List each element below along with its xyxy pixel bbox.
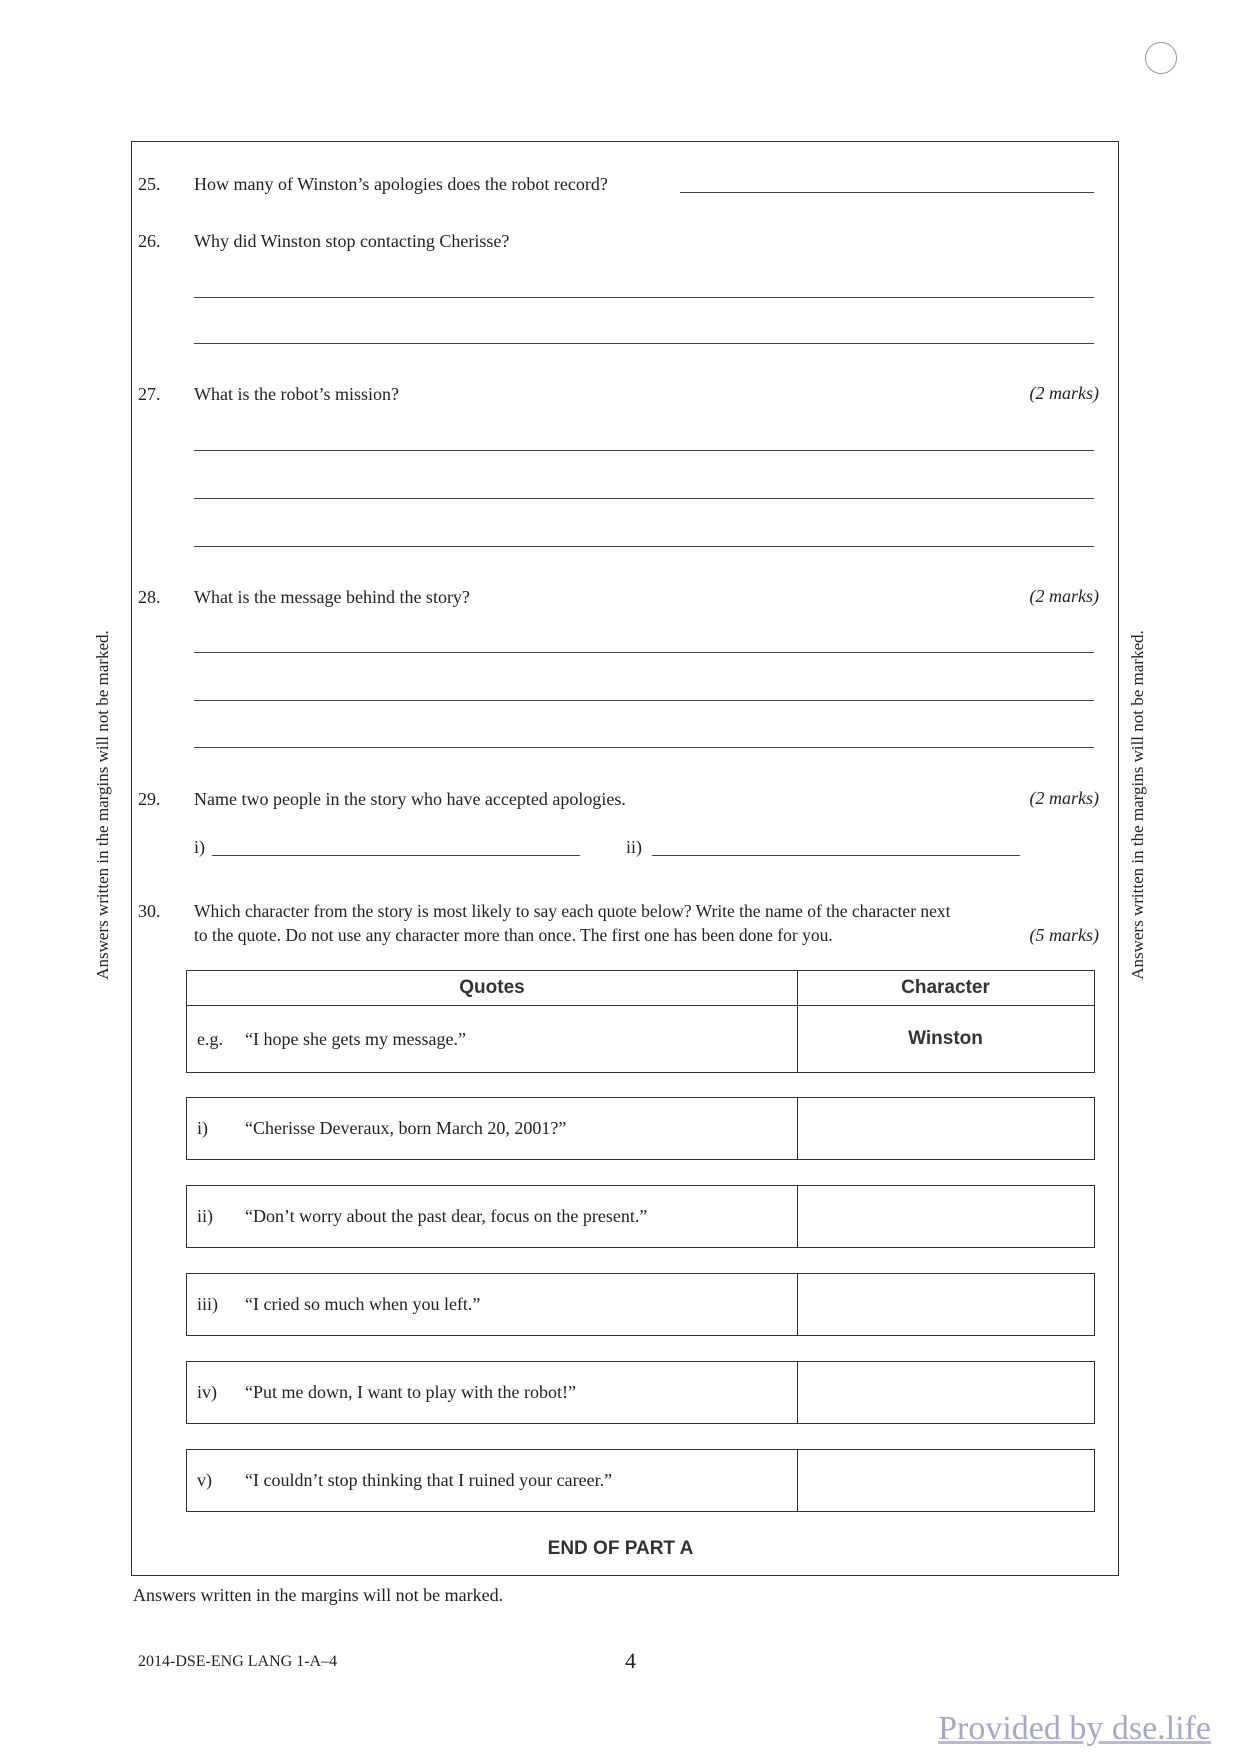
q30-text-line-1: Which character from the story is most likely to say each quote below? Write the name of the character next: [194, 901, 951, 921]
row-quote: “I cried so much when you left.”: [245, 1294, 481, 1314]
row-label: ii): [197, 1206, 213, 1226]
q29-number: 29.: [138, 789, 161, 809]
quotes-table-header: [186, 970, 1095, 1006]
q29-part-ii-line[interactable]: [652, 855, 1020, 856]
row-character-answer-cell[interactable]: [797, 1098, 1094, 1159]
left-margin-note: Answers written in the margins will not be marked.: [93, 630, 112, 980]
table-row-ii: [186, 1185, 1095, 1248]
row-label: iii): [197, 1294, 218, 1314]
row-label: e.g.: [197, 1029, 223, 1049]
row-character-answer-cell[interactable]: [797, 1450, 1094, 1511]
q27-answer-line-3[interactable]: [194, 546, 1094, 547]
row-character-answer-cell[interactable]: [797, 1362, 1094, 1423]
end-of-part-heading: END OF PART A: [547, 1538, 694, 1559]
q26-text: Why did Winston stop contacting Cherisse?: [194, 231, 510, 251]
q30-text-line-2: to the quote. Do not use any character more than once. The first one has been done for you.: [194, 925, 833, 945]
q29-text: Name two people in the story who have accepted apologies.: [194, 789, 626, 809]
table-row-iii: [186, 1273, 1095, 1336]
q30-number: 30.: [138, 901, 161, 921]
row-label: v): [197, 1470, 212, 1490]
table-row-i: [186, 1097, 1095, 1160]
q28-answer-line-1[interactable]: [194, 652, 1094, 653]
q27-text: What is the robot’s mission?: [194, 384, 399, 404]
row-quote: “Don’t worry about the past dear, focus on the present.”: [245, 1206, 648, 1226]
table-row-v: [186, 1449, 1095, 1512]
q27-marks: (2 marks): [1029, 383, 1099, 403]
q29-part-i-label: i): [194, 837, 205, 857]
q28-marks: (2 marks): [1029, 586, 1099, 606]
row-character-answer-cell[interactable]: [797, 1186, 1094, 1247]
header-quotes: Quotes: [459, 977, 525, 998]
header-character: Character: [901, 977, 990, 998]
row-label: i): [197, 1118, 208, 1138]
q28-answer-line-3[interactable]: [194, 747, 1094, 748]
row-quote: “I hope she gets my message.”: [245, 1029, 466, 1049]
table-row-iv: [186, 1361, 1095, 1424]
table-row-example: [186, 1005, 1095, 1073]
row-character: Winston: [908, 1028, 983, 1049]
row-quote: “Put me down, I want to play with the robot!”: [245, 1382, 576, 1402]
q25-number: 25.: [138, 174, 161, 194]
row-quote: “I couldn’t stop thinking that I ruined your career.”: [245, 1470, 613, 1490]
paper-code: 2014-DSE-ENG LANG 1-A–4: [138, 1653, 338, 1670]
page-number: 4: [625, 1648, 636, 1673]
q27-number: 27.: [138, 384, 161, 404]
row-label: iv): [197, 1382, 217, 1402]
q29-part-ii-label: ii): [626, 837, 642, 857]
q26-number: 26.: [138, 231, 161, 251]
row-character-answer-cell[interactable]: [797, 1274, 1094, 1335]
q26-answer-line-1[interactable]: [194, 297, 1094, 298]
q27-answer-line-2[interactable]: [194, 498, 1094, 499]
q27-answer-line-1[interactable]: [194, 450, 1094, 451]
q29-part-i-line[interactable]: [212, 855, 580, 856]
q28-answer-line-2[interactable]: [194, 700, 1094, 701]
q26-answer-line-2[interactable]: [194, 343, 1094, 344]
row-quote: “Cherisse Deveraux, born March 20, 2001?”: [245, 1118, 567, 1138]
right-margin-note: Answers written in the margins will not be marked.: [1128, 630, 1147, 980]
q30-marks: (5 marks): [1029, 925, 1099, 945]
q28-number: 28.: [138, 587, 161, 607]
q25-answer-line[interactable]: [680, 192, 1094, 193]
corner-circle-mark: [1145, 42, 1177, 74]
q28-text: What is the message behind the story?: [194, 587, 470, 607]
q29-marks: (2 marks): [1029, 788, 1099, 808]
watermark-link[interactable]: Provided by dse.life: [938, 1710, 1211, 1747]
bottom-margin-note: Answers written in the margins will not be marked.: [133, 1585, 504, 1605]
q25-text: How many of Winston’s apologies does the robot record?: [194, 174, 608, 194]
